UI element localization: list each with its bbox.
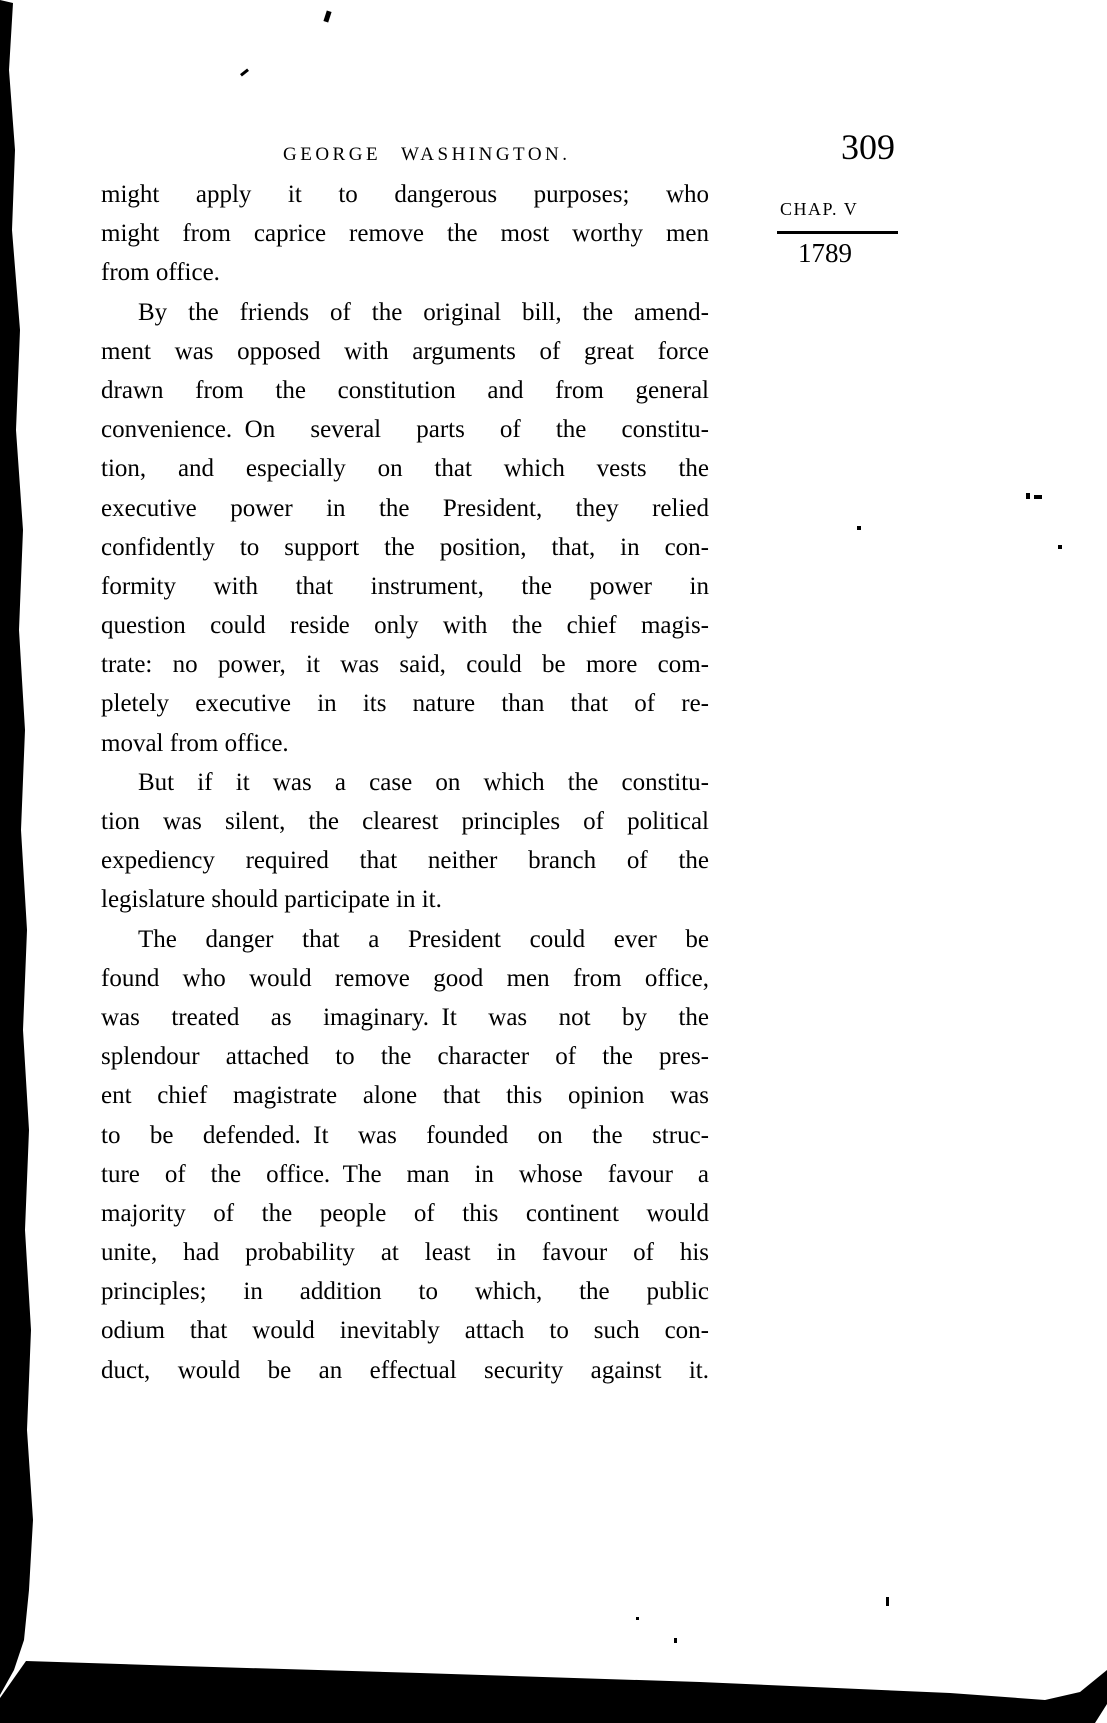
- paragraph: [101, 763, 709, 920]
- body-line: executive power in the President, they relied: [101, 494, 709, 522]
- scan-bottom-corner-notch: [1095, 1704, 1107, 1723]
- body-line: was treated as imaginary. It was not by the: [101, 1003, 709, 1031]
- scan-speck: [1034, 495, 1042, 499]
- body-line: confidently to support the position, that, in con-: [101, 533, 709, 561]
- body-line: ent chief magistrate alone that this opinion was: [101, 1082, 709, 1110]
- page-number: 309: [841, 127, 895, 167]
- body-line: to be defended. It was founded on the struc-: [101, 1121, 709, 1149]
- sidenote-rule: [777, 231, 898, 234]
- sidenote-chapter: CHAP. V: [780, 199, 859, 219]
- scan-speck: [886, 1597, 889, 1606]
- sidenote-year: 1789: [798, 238, 852, 268]
- body-text: [101, 175, 709, 1390]
- paragraph: [101, 293, 709, 763]
- body-line: unite, had probability at least in favour of his: [101, 1239, 709, 1267]
- body-line: moval from office.: [101, 729, 289, 757]
- body-line: might apply it to dangerous purposes; who: [101, 181, 709, 208]
- running-header: GEORGE WASHINGTON.: [283, 144, 571, 165]
- scan-bottom-edge-artifact: [0, 1661, 1107, 1723]
- scan-speck: [674, 1638, 677, 1643]
- body-line: tion was silent, the clearest principles of political: [101, 808, 709, 835]
- body-line: from office.: [101, 259, 220, 287]
- scan-speck: [636, 1617, 639, 1620]
- paragraph: [101, 920, 709, 1390]
- body-line: expediency required that neither branch of the: [101, 847, 709, 875]
- body-line: ture of the office. The man in whose favour a: [101, 1160, 709, 1188]
- body-line: legislature should participate in it.: [101, 886, 442, 914]
- body-line: found who would remove good men from office,: [101, 964, 709, 992]
- body-line: formity with that instrument, the power in: [101, 572, 709, 600]
- body-line: duct, would be an effectual security against it.: [101, 1356, 709, 1384]
- body-line: trate: no power, it was said, could be more com-: [101, 651, 709, 679]
- body-line: odium that would inevitably attach to such con-: [101, 1317, 709, 1345]
- body-line: pletely executive in its nature than that of re-: [101, 690, 709, 718]
- scan-left-edge-artifact: [0, 0, 33, 1695]
- scan-speck: [323, 10, 331, 22]
- body-line: majority of the people of this continent would: [101, 1199, 709, 1227]
- scan-speck: [1058, 545, 1062, 549]
- body-line: drawn from the constitution and from general: [101, 376, 709, 404]
- body-line: But if it was a case on which the constitu-: [138, 768, 709, 796]
- body-line: The danger that a President could ever be: [138, 925, 709, 953]
- paragraph: [101, 175, 709, 293]
- body-line: might from caprice remove the most worthy men: [101, 220, 709, 248]
- body-line: splendour attached to the character of the pres-: [101, 1043, 709, 1071]
- scan-speck: [1026, 493, 1030, 499]
- body-line: convenience. On several parts of the constitu-: [101, 416, 709, 444]
- scan-speck: [240, 69, 249, 77]
- body-line: question could reside only with the chief magis-: [101, 612, 709, 640]
- body-line: ment was opposed with arguments of great force: [101, 337, 709, 365]
- scan-speck: [857, 526, 861, 530]
- body-line: principles; in addition to which, the public: [101, 1278, 709, 1306]
- body-line: By the friends of the original bill, the amend-: [138, 298, 709, 326]
- body-line: tion, and especially on that which vests the: [101, 455, 709, 483]
